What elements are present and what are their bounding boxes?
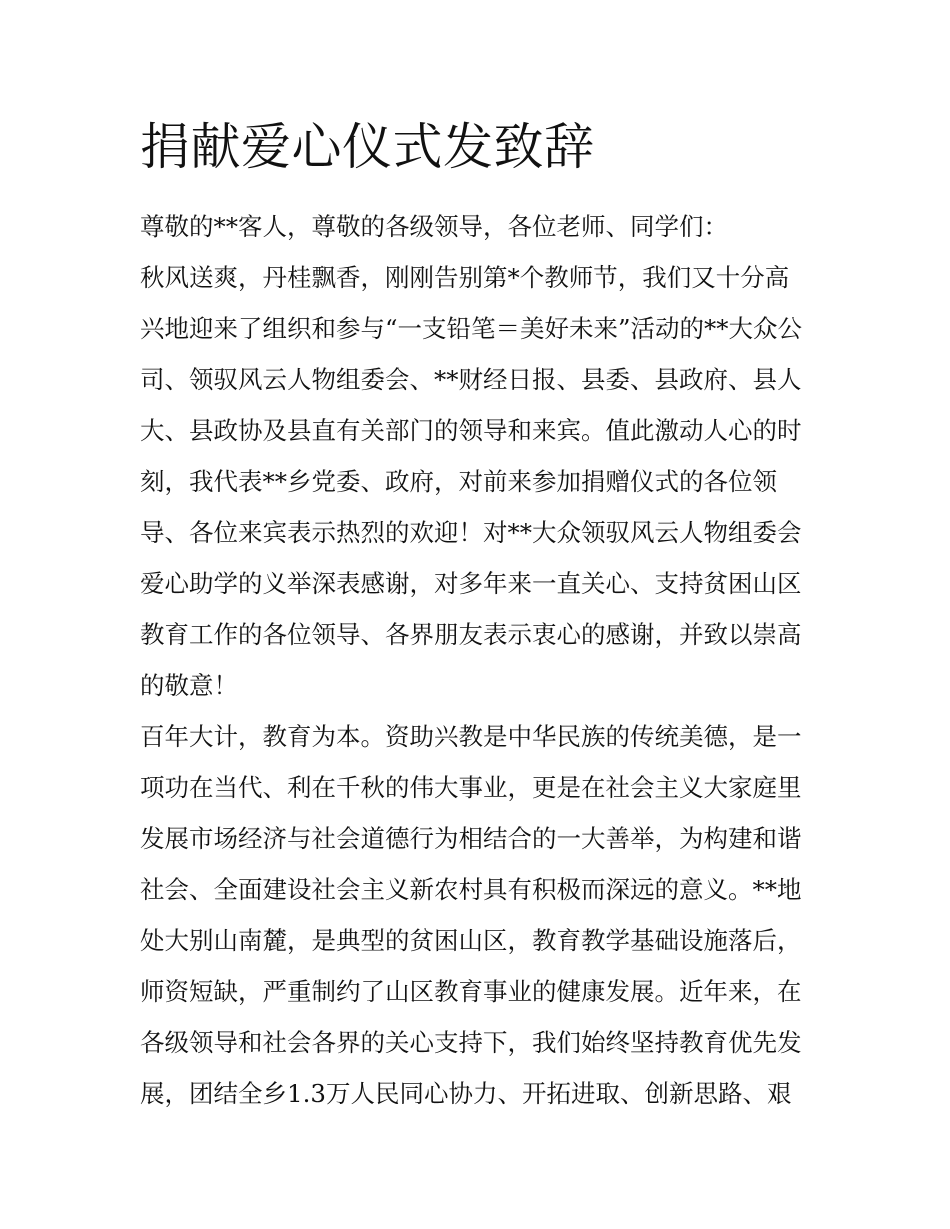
text-line: 爱心助学的义举深表感谢，对多年来一直关心、支持贫困山区: [140, 569, 802, 598]
text-line: 发展市场经济与社会道德行为相结合的一大善举，为构建和谐: [140, 824, 802, 853]
text-line: 兴地迎来了组织和参与“一支铅笔＝美好未来”活动的**大众公: [140, 314, 803, 343]
text-line: 项功在当代、利在千秋的伟大事业，更是在社会主义大家庭里: [140, 773, 802, 802]
text-line: 刻，我代表**乡党委、政府，对前来参加捐赠仪式的各位领: [140, 467, 777, 496]
text-line: 的敬意！: [140, 671, 238, 700]
text-line: 各级领导和社会各界的关心支持下，我们始终坚持教育优先发: [140, 1028, 802, 1057]
document-body: [140, 201, 820, 1119]
text-line: 师资短缺，严重制约了山区教育事业的健康发展。近年来，在: [140, 977, 802, 1006]
text-line: 百年大计，教育为本。资助兴教是中华民族的传统美德，是一: [140, 722, 802, 751]
document-title: 捐献爱心仪式发致辞: [140, 118, 595, 176]
text-line: 大、县政协及县直有关部门的领导和来宾。值此激动人心的时: [140, 416, 802, 445]
text-line: 展，团结全乡1.3万人民同心协力、开拓进取、创新思路、艰: [140, 1079, 792, 1108]
text-line: 处大别山南麓，是典型的贫困山区，教育教学基础设施落后，: [140, 926, 802, 955]
text-line: 尊敬的**客人，尊敬的各级领导，各位老师、同学们：: [140, 212, 728, 241]
text-line: 司、领驭风云人物组委会、**财经日报、县委、县政府、县人: [140, 365, 802, 394]
text-line: 社会、全面建设社会主义新农村具有积极而深远的意义。**地: [140, 875, 802, 904]
text-line: 教育工作的各位领导、各界朋友表示衷心的感谢，并致以崇高: [140, 620, 802, 649]
text-line: 导、各位来宾表示热烈的欢迎！对**大众领驭风云人物组委会: [140, 518, 802, 547]
text-line: 秋风送爽，丹桂飘香，刚刚告别第*个教师节，我们又十分高: [140, 263, 790, 292]
